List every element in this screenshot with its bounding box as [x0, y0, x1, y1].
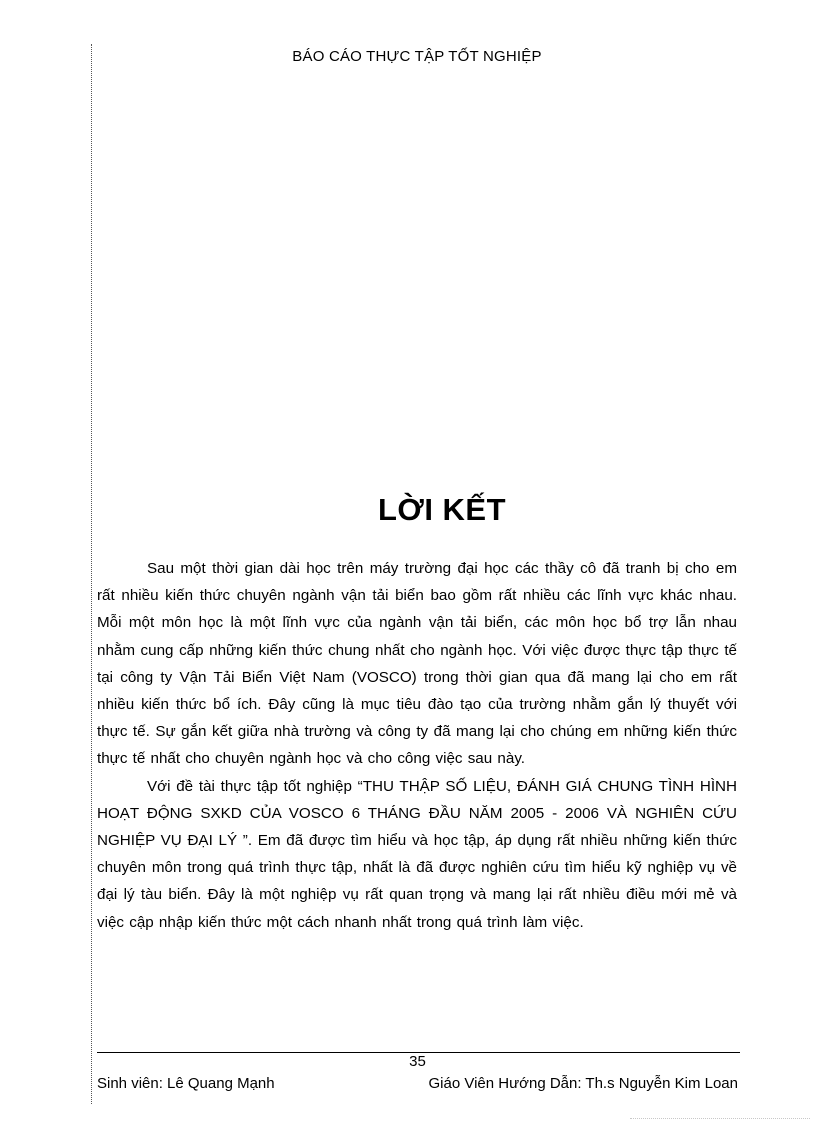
left-margin-dotted-line [91, 44, 92, 1104]
body-text [97, 555, 737, 936]
section-heading: LỜI KẾT [377, 492, 507, 527]
paragraph-2: Với đề tài thực tập tốt nghiệp “THU THẬP SỐ LIỆU, ĐÁNH GIÁ CHUNG TÌNH HÌNH HOẠT ĐỘNG SXKD CỦA VOSCO 6 THÁNG ĐẦU NĂM 2005 - 2006 VÀ NGHIÊN CỨU NGHIỆP VỤ ĐẠI LÝ ”. Em đã được tìm hiểu và học tập, áp dụng rất nhiều những kiến thức chuyên môn trong quá trình thực tập, nhất là đã được nghiên cứu tìm hiểu kỹ nghiệp vụ về đại lý tàu biển. Đây là một nghiệp vụ rất quan trọng và mang lại rất nhiều điều mới mẻ và việc cập nhập kiến thức một cách nhanh nhất trong quá trình làm việc. [97, 777, 737, 931]
paragraph-1: Sau một thời gian dài học trên máy trường đại học các thầy cô đã tranh bị cho em rất nhiều kiến thức chuyên ngành vận tải biển bao gồm rất nhiều các lĩnh vực khác nhau. Mỗi một môn học là một lĩnh vực của ngành vận tải biển, các môn học bổ trợ lẫn nhau nhằm cung cấp những kiến thức chung nhất cho ngành học. Với việc được thực tập thực tế tại công ty Vận Tải Biển Việt Nam (VOSCO) trong thời gian qua đã mang lại cho em rất nhiều kiến thức bổ ích. Đây cũng là mục tiêu đào tạo của trường nhằm gắn lý thuyết với thực tế. Sự gắn kết giữa nhà trường và công ty đã mang lại cho chúng em những kiến thức thực tế nhất cho chuyên ngành học và cho công việc sau này. [97, 560, 737, 768]
corner-dotted-mark [630, 1118, 810, 1119]
page-header: BÁO CÁO THỰC TẬP TỐT NGHIỆP [292, 48, 542, 65]
page-number: 35 [409, 1053, 426, 1070]
advisor-name: Giáo Viên Hướng Dẫn: Th.s Nguyễn Kim Loan [428, 1075, 738, 1092]
student-name: Sinh viên: Lê Quang Mạnh [97, 1075, 275, 1092]
